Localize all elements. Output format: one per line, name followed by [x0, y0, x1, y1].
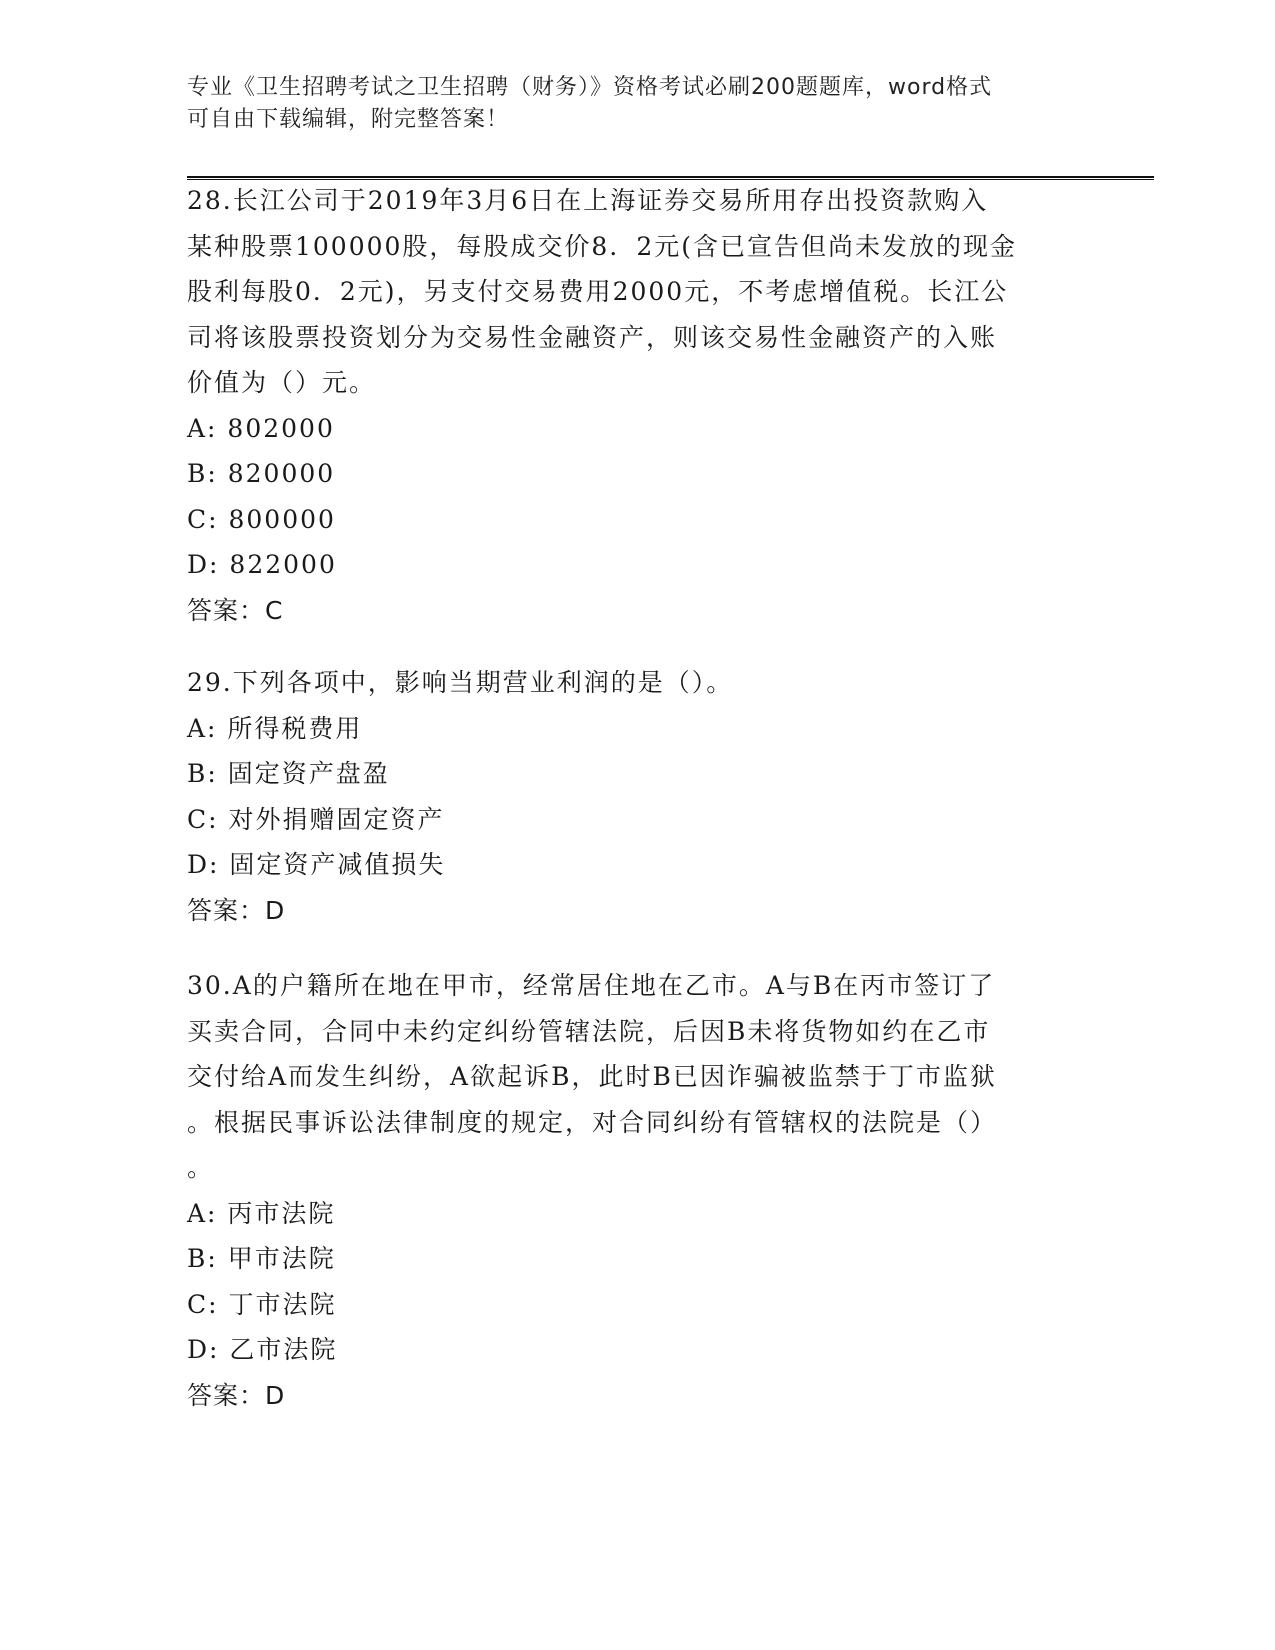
question-stem-line: 交付给A而发生纠纷，A欲起诉B，此时B已因诈骗被监禁于丁市监狱	[187, 1062, 997, 1091]
option-b: B: 甲市法院	[187, 1244, 336, 1273]
option-d: D: 822000	[187, 550, 337, 579]
option-a: A: 丙市法院	[187, 1198, 336, 1228]
question-stem-line: 买卖合同，合同中未约定纠纷管辖法院，后因B未将货物如约在乙市	[187, 1016, 991, 1046]
question-stem-line: 29.下列各项中，影响当期营业利润的是（）。	[187, 668, 734, 697]
question-29	[187, 660, 1067, 933]
option-a: A: 802000	[187, 413, 335, 443]
option-a: A: 所得税费用	[187, 713, 363, 743]
question-28	[187, 178, 1067, 633]
question-30	[187, 963, 1067, 1418]
question-stem-line: 。根据民事诉讼法律制度的规定，对合同纠纷有管辖权的法院是（）	[187, 1107, 998, 1137]
question-stem-line: 价值为（）元。	[187, 368, 377, 397]
answer-label: 答案：D	[187, 1380, 286, 1410]
option-d: D: 固定资产减值损失	[187, 850, 446, 879]
answer-label: 答案：D	[187, 895, 286, 925]
header-line-1: 专业《卫生招聘考试之卫生招聘（财务）》资格考试必刷200题题库，word格式	[187, 75, 993, 100]
question-stem-line: 28.长江公司于2019年3月6日在上海证券交易所用存出投资款购入	[187, 186, 989, 215]
document-header	[187, 72, 1067, 136]
option-b: B: 固定资产盘盈	[187, 759, 390, 788]
question-stem-line: 司将该股票投资划分为交易性金融资产，则该交易性金融资产的入账	[187, 322, 998, 352]
question-stem-line: 。	[187, 1153, 215, 1182]
question-stem-line: 30.A的户籍所在地在甲市，经常居住地在乙市。A与B在丙市签订了	[187, 971, 996, 1000]
header-line-2: 可自由下载编辑，附完整答案！	[187, 107, 510, 132]
option-d: D: 乙市法院	[187, 1335, 338, 1364]
question-stem-line: 某种股票100000股，每股成交价8．2元(含已宣告但尚未发放的现金	[187, 231, 1018, 261]
option-c: C: 800000	[187, 504, 336, 534]
question-stem-line: 股利每股0．2元)，另支付交易费用2000元，不考虑增值税。长江公	[187, 277, 1009, 306]
option-c: C: 对外捐赠固定资产	[187, 804, 445, 834]
option-c: C: 丁市法院	[187, 1289, 337, 1319]
option-b: B: 820000	[187, 459, 336, 488]
answer-label: 答案：C	[187, 595, 284, 625]
